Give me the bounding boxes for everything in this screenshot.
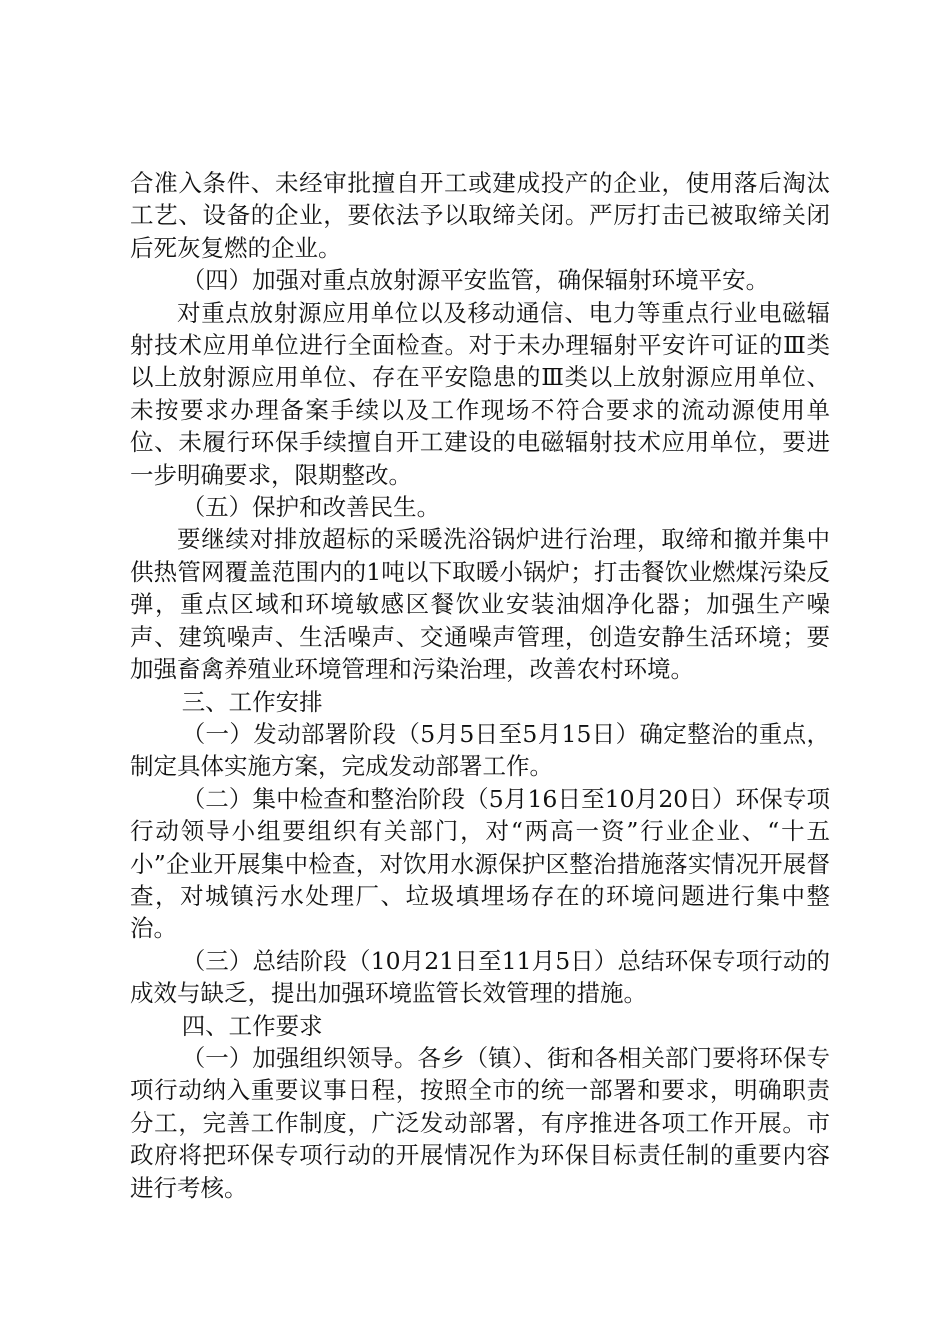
paragraph-radiation: 对重点放射源应用单位以及移动通信、电力等重点行业电磁辐射技术应用单位进行全面检查。对于未办理辐射平安许可证的Ⅲ类以上放射源应用单位、存在平安隐患的Ⅲ类以上放射源应用单位、未按要求办理备案手续以及工作现场不符合要求的流动源使用单位、未履行环保手续擅自开工建设的电磁辐射技术应用单位，要进一步明确要求，限期整改。 [130, 298, 830, 489]
paragraph-livelihood: 要继续对排放超标的采暖洗浴锅炉进行治理，取缔和撤并集中供热管网覆盖范围内的1吨以下取暖小锅炉；打击餐饮业燃煤污染反弹，重点区域和环境敏感区餐饮业安装油烟净化器；加强生产噪声、建筑噪声、生活噪声、交通噪声管理，创造安静生活环境；要加强畜禽养殖业环境管理和污染治理，改善农村环境。 [130, 525, 830, 684]
paragraph-stage-1: （一）发动部署阶段（5月5日至5月15日）确定整治的重点，制定具体实施方案，完成发动部署工作。 [130, 719, 830, 781]
paragraph-requirement-1: （一）加强组织领导。各乡（镇）、街和各相关部门要将环保专项行动纳入重要议事日程，按照全市的统一部署和要求，明确职责分工，完善工作制度，广泛发动部署，有序推进各项工作开展。市政府将把环保专项行动的开展情况作为环保目标责任制的重要内容进行考核。 [130, 1043, 830, 1202]
paragraph-stage-2: （二）集中检查和整治阶段（5月16日至10月20日）环保专项行动领导小组要组织有关部门，对“两高一资”行业企业、“十五小”企业开展集中检查，对饮用水源保护区整治措施落实情况开展督查，对城镇污水处理厂、垃圾填埋场存在的环境问题进行集中整治。 [130, 784, 830, 943]
paragraph-stage-3: （三）总结阶段（10月21日至11月5日）总结环保专项行动的成效与缺乏，提出加强环境监管长效管理的措施。 [130, 946, 830, 1008]
chapter-heading-work-arrangement: 三、工作安排 [181, 687, 323, 716]
section-heading-4: （四）加强对重点放射源平安监管，确保辐射环境平安。 [181, 266, 770, 295]
document-body [130, 167, 830, 1204]
chapter-heading-work-requirements: 四、工作要求 [181, 1011, 323, 1040]
paragraph-continuation: 合准入条件、未经审批擅自开工或建成投产的企业，使用落后淘汰工艺、设备的企业，要依法予以取缔关闭。严厉打击已被取缔关闭后死灰复燃的企业。 [130, 169, 830, 262]
section-heading-5: （五）保护和改善民生。 [181, 493, 441, 522]
